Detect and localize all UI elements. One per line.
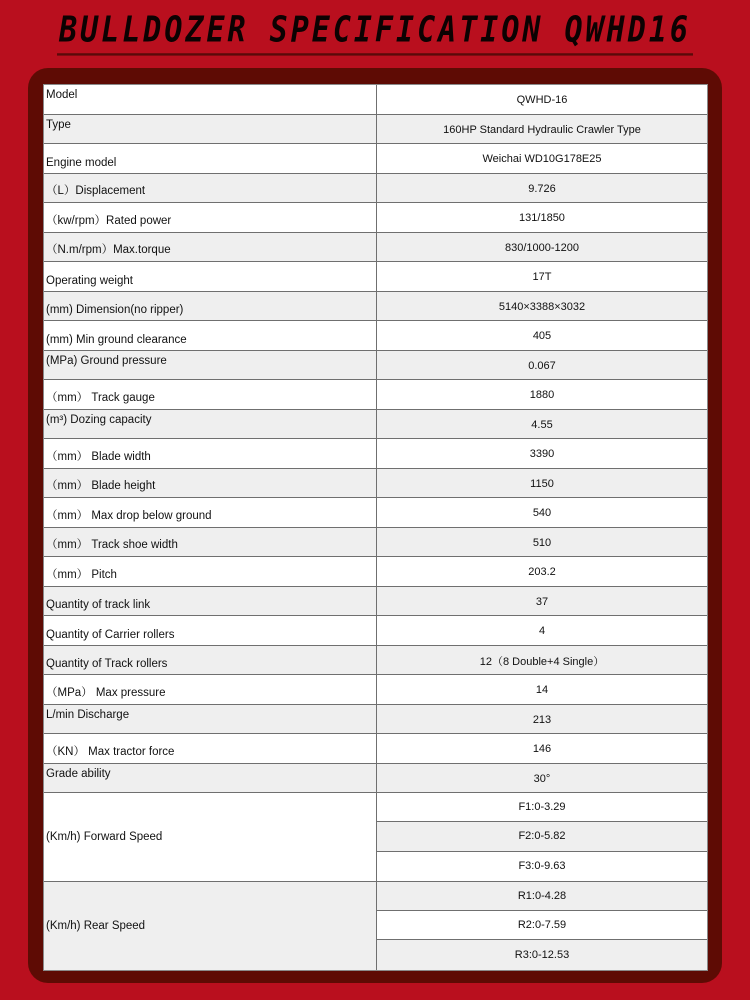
spec-row xyxy=(44,734,707,764)
spec-label: （L）Displacement xyxy=(44,174,377,203)
spec-row xyxy=(44,439,707,469)
speed-group-label: (Km/h) Rear Speed xyxy=(44,882,377,970)
spec-label: Quantity of track link xyxy=(44,587,377,616)
spec-row xyxy=(44,115,707,145)
speed-value: R1:0-4.28 xyxy=(377,882,707,911)
spec-label: （mm） Blade width xyxy=(44,439,377,468)
spec-row xyxy=(44,705,707,735)
spec-row xyxy=(44,321,707,351)
spec-label: （mm） Track shoe width xyxy=(44,528,377,557)
spec-label: (MPa) Ground pressure xyxy=(44,351,377,380)
speed-values xyxy=(377,882,707,970)
spec-row xyxy=(44,233,707,263)
speed-value: F1:0-3.29 xyxy=(377,793,707,822)
spec-value: Weichai WD10G178E25 xyxy=(482,153,602,166)
spec-label: (m³) Dozing capacity xyxy=(44,410,377,439)
spec-row xyxy=(44,469,707,499)
spec-value: 510 xyxy=(532,536,552,549)
spec-row xyxy=(44,174,707,204)
spec-label: Quantity of Carrier rollers xyxy=(44,616,377,645)
spec-value: 540 xyxy=(532,507,552,520)
speed-value: F2:0-5.82 xyxy=(377,822,707,851)
spec-row xyxy=(44,351,707,381)
speed-value: R2:0-7.59 xyxy=(377,911,707,940)
spec-value: 146 xyxy=(532,743,552,756)
spec-row xyxy=(44,292,707,322)
spec-value: 0.067 xyxy=(528,359,556,372)
spec-row xyxy=(44,498,707,528)
spec-label: （mm） Track gauge xyxy=(44,380,377,409)
spec-label: Engine model xyxy=(44,144,377,173)
spec-label: L/min Discharge xyxy=(44,705,377,734)
spec-value: 830/1000-1200 xyxy=(504,241,579,254)
spec-label: （mm） Pitch xyxy=(44,557,377,586)
spec-label: (mm) Dimension(no ripper) xyxy=(44,292,377,321)
spec-value: 4 xyxy=(538,625,546,638)
spec-value: 405 xyxy=(532,330,552,343)
spec-label: （mm） Blade height xyxy=(44,469,377,498)
spec-value: 37 xyxy=(535,595,549,608)
page-title-container xyxy=(0,9,750,52)
spec-label: (mm) Min ground clearance xyxy=(44,321,377,350)
spec-value: 131/1850 xyxy=(519,212,565,225)
spec-value: 3390 xyxy=(529,448,555,461)
spec-label: （MPa） Max pressure xyxy=(44,675,377,704)
spec-label: （N.m/rpm）Max.torque xyxy=(44,233,377,262)
spec-label: （KN） Max tractor force xyxy=(44,734,377,763)
spec-value: 30° xyxy=(533,772,551,785)
spec-value: 5140×3388×3032 xyxy=(498,300,586,313)
speed-values xyxy=(377,793,707,881)
spec-row xyxy=(44,203,707,233)
spec-row xyxy=(44,557,707,587)
speed-group-label: (Km/h) Forward Speed xyxy=(44,793,377,881)
spec-value: QWHD-16 xyxy=(516,94,568,107)
spec-value: 9.726 xyxy=(528,182,556,195)
speed-value: R3:0-12.53 xyxy=(377,940,707,969)
spec-value: 203.2 xyxy=(528,566,556,579)
spec-label: Model xyxy=(44,85,377,114)
spec-value: 160HP Standard Hydraulic Crawler Type xyxy=(443,123,641,136)
spec-label: Quantity of Track rollers xyxy=(44,646,377,675)
spec-value: 1150 xyxy=(530,477,554,490)
spec-value: 12（8 Double+4 Single） xyxy=(479,655,605,668)
spec-label: （kw/rpm）Rated power xyxy=(44,203,377,232)
page-title: BULLDOZER SPECIFICATION QWHD16 xyxy=(57,8,693,55)
speed-value: F3:0-9.63 xyxy=(377,852,707,881)
spec-value: 17T xyxy=(532,271,552,284)
spec-row xyxy=(44,764,707,794)
spec-label: Operating weight xyxy=(44,262,377,291)
spec-row xyxy=(44,85,707,115)
spec-value: 14 xyxy=(535,684,549,697)
spec-value: 213 xyxy=(532,713,552,726)
spec-row xyxy=(44,675,707,705)
spec-table xyxy=(43,84,708,971)
speed-group xyxy=(44,882,707,970)
spec-row xyxy=(44,410,707,440)
spec-row xyxy=(44,380,707,410)
speed-group xyxy=(44,793,707,882)
spec-value: 1880 xyxy=(529,389,555,402)
spec-row xyxy=(44,616,707,646)
spec-label: （mm） Max drop below ground xyxy=(44,498,377,527)
spec-row xyxy=(44,528,707,558)
spec-label: Type xyxy=(44,115,377,144)
spec-row xyxy=(44,144,707,174)
spec-row xyxy=(44,587,707,617)
spec-label: Grade ability xyxy=(44,764,377,793)
spec-row xyxy=(44,262,707,292)
spec-value: 4.55 xyxy=(531,418,553,431)
spec-row xyxy=(44,646,707,676)
